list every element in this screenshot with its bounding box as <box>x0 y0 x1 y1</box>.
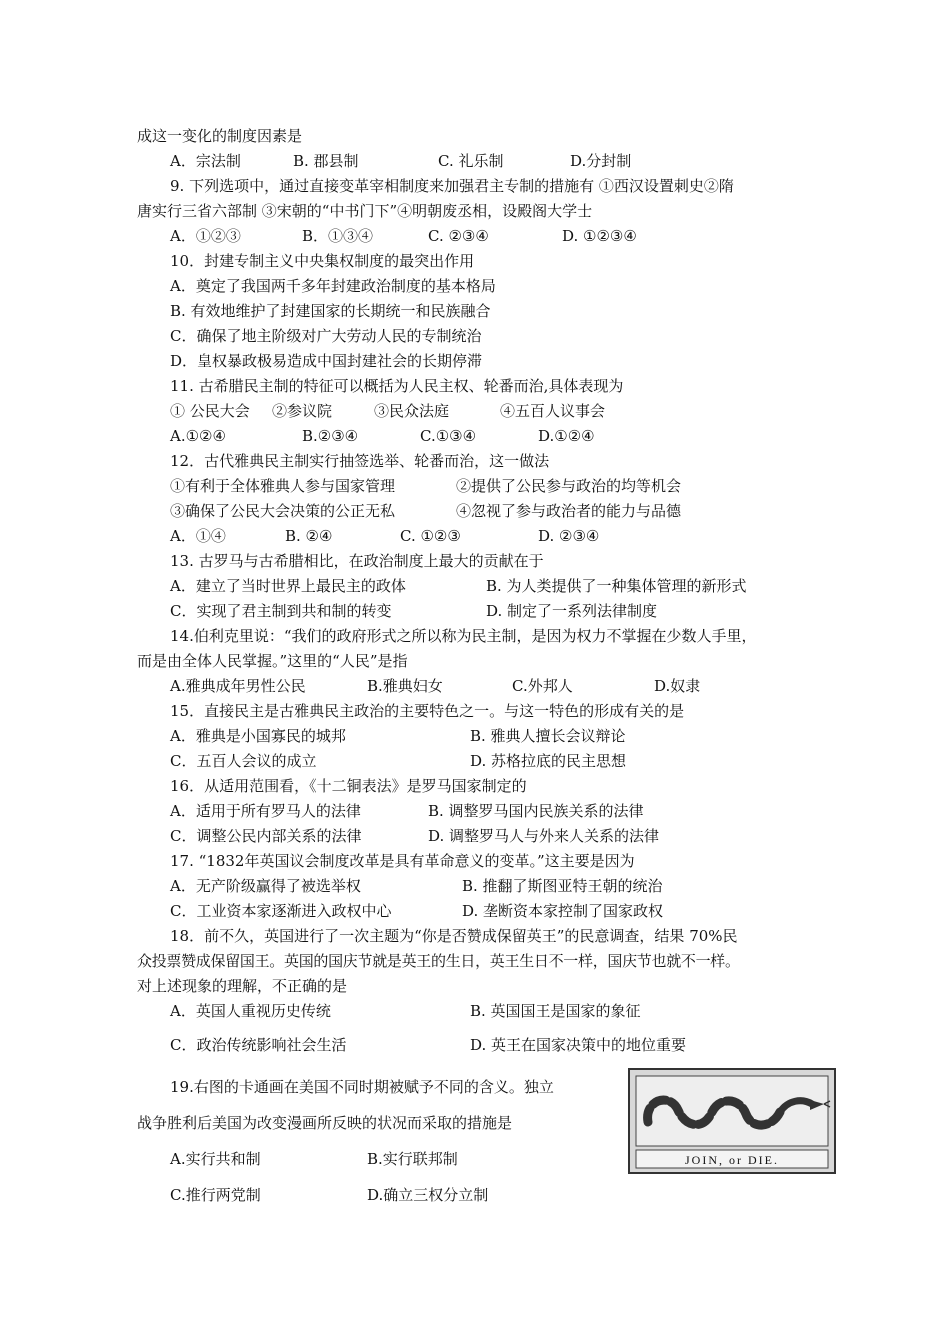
q19-option-b: B.实行联邦制 <box>367 1150 458 1168</box>
q19-option-a: A.实行共和制 <box>170 1150 261 1168</box>
q13-option-a: A．建立了当时世界上最民主的政体 <box>170 577 406 595</box>
q17-option-a: A．无产阶级赢得了被选举权 <box>170 877 361 895</box>
q18-option-c: C．政治传统影响社会生活 <box>170 1036 347 1054</box>
q12-item-2: ②提供了公民参与政治的均等机会 <box>456 477 682 495</box>
q11-option-c: C.①③④ <box>420 427 477 445</box>
q16-option-b: B. 调整罗马国内民族关系的法律 <box>428 802 644 820</box>
q9-stem-line2: 唐实行三省六部制 ③宋朝的“中书门下”④明朝废丞相，设殿阁大学士 <box>137 202 593 220</box>
q11-item-2: ②参议院 <box>272 402 333 420</box>
q18-option-a: A．英国人重视历史传统 <box>170 1002 331 1020</box>
q14-stem-line1: 14.伯利克里说：“我们的政府形式之所以称为民主制，是因为权力不掌握在少数人手里， <box>170 627 757 645</box>
q9-option-c: C. ②③④ <box>428 227 489 245</box>
q8-option-d: D.分封制 <box>570 152 632 170</box>
q18-stem-line1: 18．前不久，英国进行了一次主题为“你是否赞成保留英王”的民意调查，结果 70%民 <box>170 927 738 945</box>
q8-option-c: C. 礼乐制 <box>438 152 504 170</box>
q15-stem: 15．直接民主是古雅典民主政治的主要特色之一。与这一特色的形成有关的是 <box>170 702 685 720</box>
q12-option-a: A．①④ <box>170 527 226 545</box>
q15-option-d: D. 苏格拉底的民主思想 <box>470 752 627 770</box>
q9-option-d: D. ①②③④ <box>562 227 637 245</box>
q18-stem-line3: 对上述现象的理解，不正确的是 <box>137 977 348 995</box>
q13-stem: 13. 古罗马与古希腊相比，在政治制度上最大的贡献在于 <box>170 552 544 570</box>
join-or-die-cartoon <box>628 1068 836 1174</box>
q18-option-b: B. 英国国王是国家的象征 <box>470 1002 641 1020</box>
q19-stem-line2: 战争胜利后美国为改变漫画所反映的状况而采取的措施是 <box>137 1114 513 1132</box>
q14-stem-line2: 而是由全体人民掌握。”这里的“人民”是指 <box>137 652 408 670</box>
q10-stem: 10．封建专制主义中央集权制度的最突出作用 <box>170 252 475 270</box>
q13-option-d: D. 制定了一系列法律制度 <box>486 602 658 620</box>
q12-option-b: B. ②④ <box>285 527 333 545</box>
q10-option-d: D．皇权暴政极易造成中国封建社会的长期停滞 <box>170 352 483 370</box>
q11-item-1: ① 公民大会 <box>170 402 250 420</box>
q15-option-a: A．雅典是小国寡民的城邦 <box>170 727 346 745</box>
q12-item-3: ③确保了公民大会决策的公正无私 <box>170 502 396 520</box>
q15-option-c: C．五百人会议的成立 <box>170 752 317 770</box>
q13-option-c: C．实现了君主制到共和制的转变 <box>170 602 392 620</box>
q8-option-b: B. 郡县制 <box>293 152 359 170</box>
q10-option-b: B. 有效地维护了封建国家的长期统一和民族融合 <box>170 302 491 320</box>
q11-item-4: ④五百人议事会 <box>500 402 606 420</box>
q14-option-b: B.雅典妇女 <box>367 677 443 695</box>
q12-stem: 12．古代雅典民主制实行抽签选举、轮番而治，这一做法 <box>170 452 550 470</box>
q18-stem-line2: 众投票赞成保留国王。英国的国庆节就是英王的生日，英王生日不一样，国庆节也就不一样。 <box>137 952 740 970</box>
q19-option-d: D.确立三权分立制 <box>367 1186 489 1204</box>
q17-option-d: D. 垄断资本家控制了国家政权 <box>462 902 664 920</box>
q9-stem-line1: 9. 下列选项中，通过直接变革宰相制度来加强君主专制的措施有 ①西汉设置刺史②隋 <box>170 177 734 195</box>
q14-option-c: C.外邦人 <box>512 677 573 695</box>
q17-option-b: B. 推翻了斯图亚特王朝的统治 <box>462 877 663 895</box>
q12-option-d: D. ②③④ <box>538 527 600 545</box>
q12-item-1: ①有利于全体雅典人参与国家管理 <box>170 477 396 495</box>
q16-option-d: D. 调整罗马人与外来人关系的法律 <box>428 827 660 845</box>
q11-option-d: D.①②④ <box>538 427 595 445</box>
q15-option-b: B. 雅典人擅长会议辩论 <box>470 727 626 745</box>
q19-option-c: C.推行两党制 <box>170 1186 261 1204</box>
q9-option-a: A．①②③ <box>170 227 241 245</box>
q11-option-b: B.②③④ <box>302 427 359 445</box>
q19-stem-line1: 19.右图的卡通画在美国不同时期被赋予不同的含义。独立 <box>170 1078 554 1096</box>
q17-option-c: C．工业资本家逐渐进入政权中心 <box>170 902 392 920</box>
q14-option-d: D.奴隶 <box>654 677 701 695</box>
q13-option-b: B. 为人类提供了一种集体管理的新形式 <box>486 577 747 595</box>
q10-option-c: C．确保了地主阶级对广大劳动人民的专制统治 <box>170 327 482 345</box>
q16-stem: 16．从适用范围看，《十二铜表法》是罗马国家制定的 <box>170 777 527 795</box>
snake-illustration <box>630 1070 834 1172</box>
q12-option-c: C. ①②③ <box>400 527 461 545</box>
q8-option-a: A．宗法制 <box>170 152 241 170</box>
q16-option-c: C．调整公民内部关系的法律 <box>170 827 362 845</box>
q17-stem: 17. “1832年英国议会制度改革是具有革命意义的变革。”这主要是因为 <box>170 852 635 870</box>
q18-option-d: D. 英王在国家决策中的地位重要 <box>470 1036 687 1054</box>
intro-line: 成这一变化的制度因素是 <box>137 127 303 145</box>
q10-option-a: A．奠定了我国两千多年封建政治制度的基本格局 <box>170 277 496 295</box>
cartoon-caption: JOIN, or DIE. <box>685 1153 779 1167</box>
q12-item-4: ④忽视了参与政治者的能力与品德 <box>456 502 682 520</box>
q11-item-3: ③民众法庭 <box>374 402 450 420</box>
q14-option-a: A.雅典成年男性公民 <box>170 677 306 695</box>
q9-option-b: B．①③④ <box>302 227 374 245</box>
q16-option-a: A．适用于所有罗马人的法律 <box>170 802 361 820</box>
q11-stem: 11. 古希腊民主制的特征可以概括为人民主权、轮番而治,具体表现为 <box>170 377 624 395</box>
q11-option-a: A.①②④ <box>170 427 226 445</box>
